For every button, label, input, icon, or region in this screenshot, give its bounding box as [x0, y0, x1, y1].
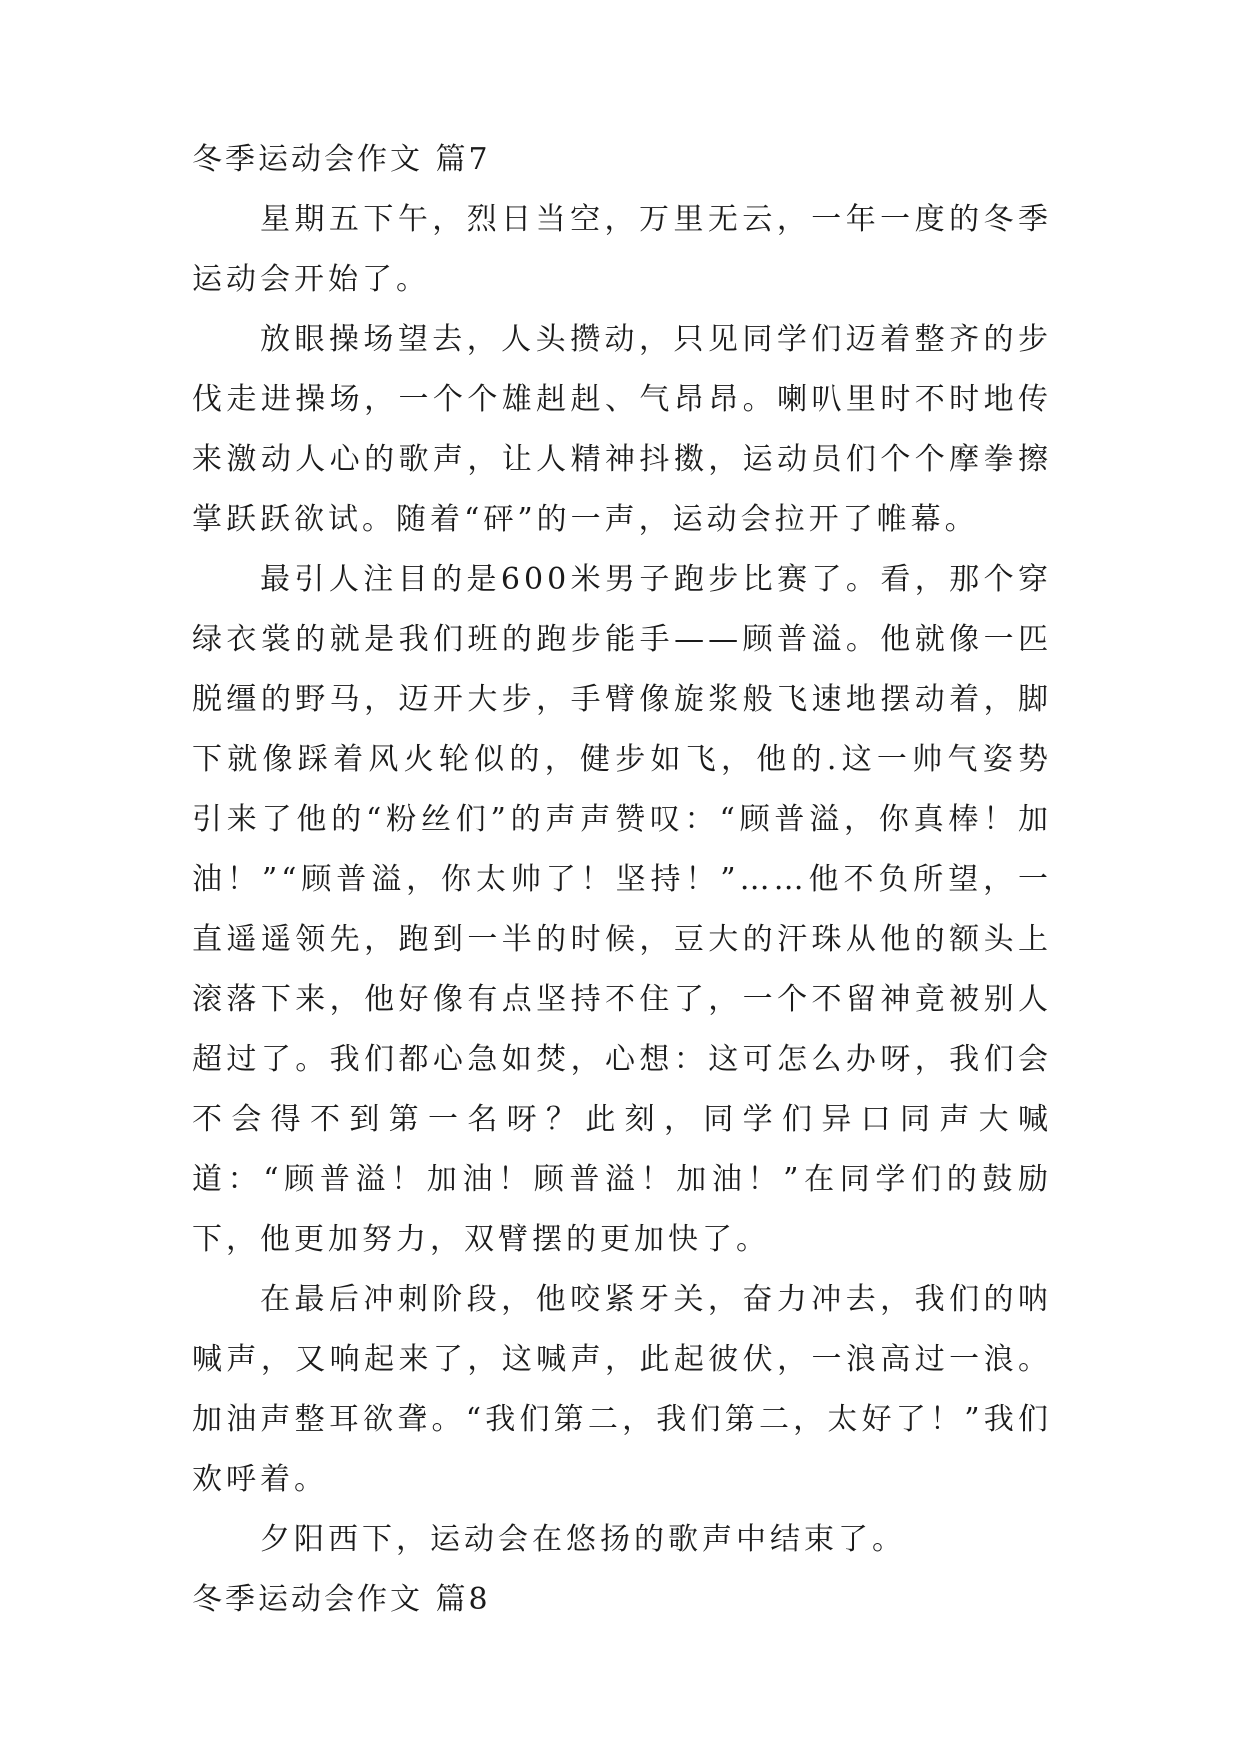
paragraph: 放眼操场望去，人头攒动，只见同学们迈着整齐的步伐走进操场，一个个雄赳赳、气昂昂。喇叭里时不时地传来激动人心的歌声，让人精神抖擞，运动员们个个摩拳擦掌跃跃欲试。随着“砰”的一声，运动会拉开了帷幕。 [192, 322, 1052, 537]
paragraph: 夕阳西下，运动会在悠扬的歌声中结束了。 [260, 1522, 906, 1557]
paragraph: 星期五下午，烈日当空，万里无云，一年一度的冬季运动会开始了。 [192, 202, 1052, 297]
paragraph: 在最后冲刺阶段，他咬紧牙关，奋力冲去，我们的呐喊声，又响起来了，这喊声，此起彼伏，一浪高过一浪。加油声整耳欲聋。“我们第二，我们第二，太好了！”我们欢呼着。 [192, 1282, 1052, 1497]
section-heading: 冬季运动会作文 篇7 [192, 142, 491, 177]
document-page [192, 130, 1052, 1630]
paragraph: 最引人注目的是600米男子跑步比赛了。看，那个穿绿衣裳的就是我们班的跑步能手——顾普溢。他就像一匹脱缰的野马，迈开大步，手臂像旋浆般飞速地摆动着，脚下就像踩着风火轮似的，健步如飞，他的.这一帅气姿势引来了他的“粉丝们”的声声赞叹：“顾普溢，你真棒！加油！”“顾普溢，你太帅了！坚持！”……他不负所望，一直遥遥领先，跑到一半的时候，豆大的汗珠从他的额头上滚落下来，他好像有点坚持不住了，一个不留神竟被别人超过了。我们都心急如焚，心想：这可怎么办呀，我们会不会得不到第一名呀？此刻，同学们异口同声大喊道：“顾普溢！加油！顾普溢！加油！”在同学们的鼓励下，他更加努力，双臂摆的更加快了。 [192, 562, 1052, 1257]
section-heading: 冬季运动会作文 篇8 [192, 1582, 491, 1617]
